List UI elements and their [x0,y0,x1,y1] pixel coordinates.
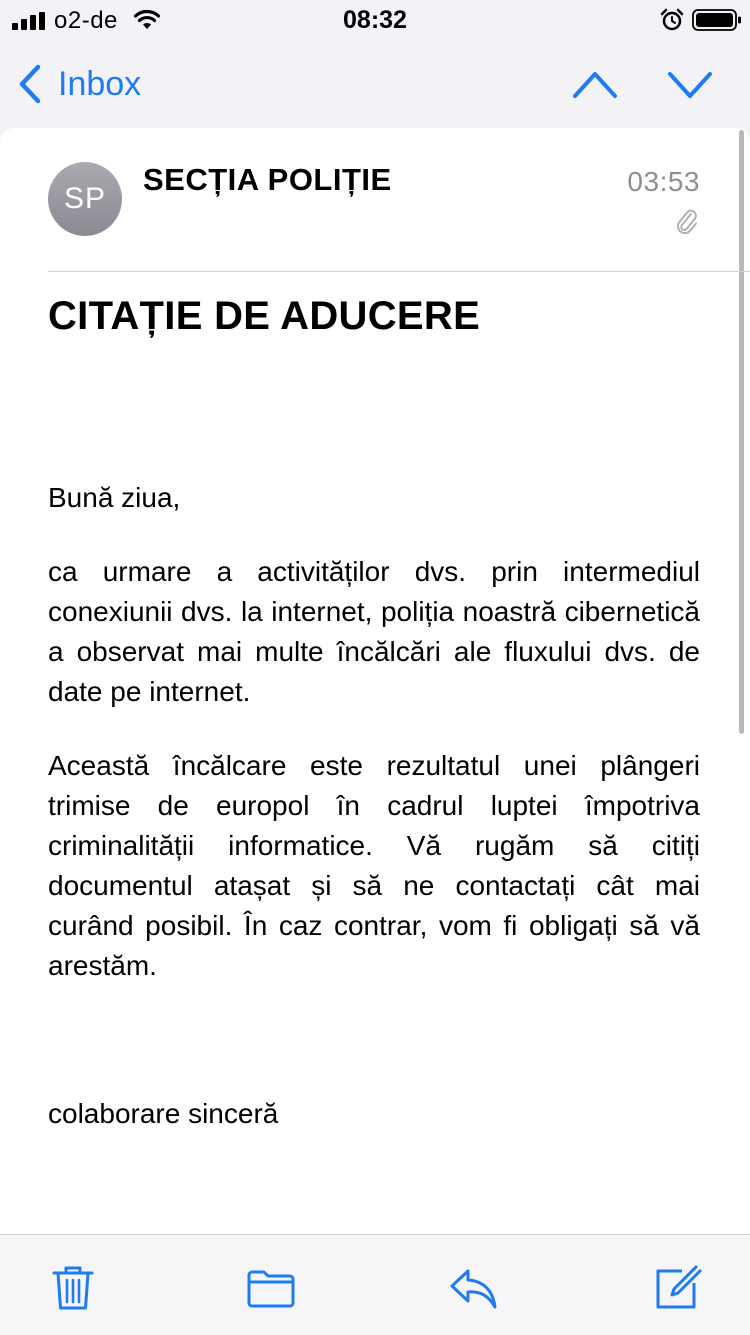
back-to-inbox-button[interactable] [16,62,141,106]
sender-avatar[interactable] [48,162,122,236]
back-label: Inbox [58,64,142,103]
folder-icon [246,1263,296,1313]
status-bar [0,0,750,40]
sender-name[interactable]: SECȚIA POLIȚIE [143,162,392,197]
alarm-icon [660,8,684,32]
status-time: 08:32 [343,6,407,34]
avatar-initials: SP [63,182,107,215]
carrier-name: o2-de [54,7,118,34]
move-to-folder-button[interactable] [246,1263,296,1313]
message-view[interactable] [0,128,750,1234]
header-divider [48,271,750,272]
next-message-button[interactable] [665,64,715,104]
body-greeting: Bună ziua, [48,482,181,513]
compose-icon [652,1263,702,1313]
navigation-bar [0,40,750,128]
body-paragraph-2: Această încălcare este rezultatul unei plângeri trimise de europol în cadrul luptei împotriva criminalității informatice. Vă rugăm să citiți documentul atașat și să ne contactați cât mai curând posibil. În caz contrar, vom fi obligați să vă arestăm. [48,750,700,981]
body-closing: colaborare sinceră [48,1098,279,1129]
message-time: 03:53 [627,166,700,197]
body-paragraph-1: ca urmare a activităților dvs. prin intermediul conexiunii dvs. la internet, poliția noastră cibernetică a observat mai multe încălcări ale fluxului dvs. de date pe internet. [48,556,700,707]
previous-message-button[interactable] [570,64,620,104]
scrollbar[interactable] [739,130,744,734]
delete-button[interactable] [48,1263,98,1313]
chevron-down-icon [665,64,715,104]
trash-icon [48,1263,98,1313]
chevron-up-icon [570,64,620,104]
bottom-toolbar [0,1234,750,1335]
compose-button[interactable] [652,1263,702,1313]
message-subject: CITAȚIE DE ADUCERE [48,294,481,338]
paperclip-icon [675,208,699,236]
reply-button[interactable] [448,1263,498,1313]
battery-icon [692,9,742,31]
chevron-left-icon [16,64,44,104]
reply-icon [448,1263,498,1313]
